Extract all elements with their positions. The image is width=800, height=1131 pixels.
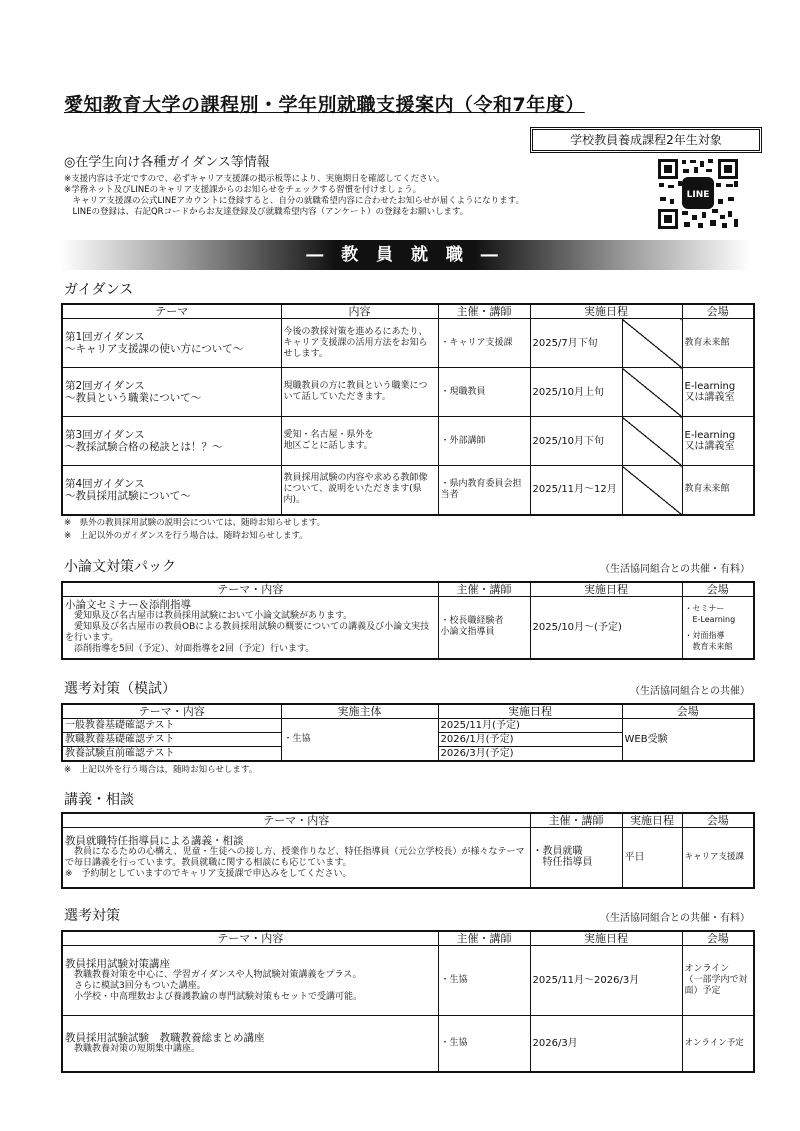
- header-note: LINEの登録は、右記QRコードからお友達登録及び就職希望内容（アンケート）の登録をお願いします。: [64, 207, 469, 217]
- guidance-date: 2025/11月～12月: [530, 466, 622, 515]
- empty-cell: [622, 368, 682, 417]
- guidance-date: 2025/10月下旬: [530, 417, 622, 466]
- guidance-theme: 第4回ガイダンス ～教員採用試験について～: [62, 466, 281, 515]
- guidance-venue: 教育未来館: [682, 466, 754, 515]
- selection-title: 教員採用試験試験 教職教養総まとめ講座: [65, 1031, 265, 1044]
- col-header: 主催・講師: [438, 582, 530, 597]
- selection-line: 教職教養対策の短期集中講座。: [65, 1043, 201, 1054]
- col-header: 実施日程: [530, 304, 682, 319]
- line-qr-code[interactable]: [656, 157, 740, 231]
- guidance-date: 2025/10月上旬: [530, 368, 622, 417]
- lecture-table: [61, 812, 755, 889]
- col-header: 主催・講師: [438, 931, 530, 946]
- essay-line: 愛知県及び名古屋市の教員OBによる教員採用試験の概要についての講義及び小論文実技を行います。: [65, 622, 430, 644]
- essay-line: 愛知県及び名古屋市は教員採用試験において小論文試験があります。: [65, 611, 353, 622]
- col-header: 内容: [281, 304, 438, 319]
- essay-host: ・校長職経験者 小論文指導員: [438, 597, 530, 659]
- col-header: 主催・講師: [438, 304, 530, 319]
- table-row: [62, 946, 754, 1016]
- header-note: キャリア支援課の公式LINEアカウントに登録すると、自分の就職希望内容に合わせたお知らせが届くようになります。: [64, 196, 524, 206]
- mock-date: 2026/1月(予定): [438, 733, 622, 747]
- col-header: 実施日程: [530, 931, 682, 946]
- table-row: [62, 1016, 754, 1072]
- teacher-employment-banner: ― 教 員 就 職 ―: [60, 240, 750, 270]
- mock-venue: WEB受験: [622, 719, 754, 762]
- col-header: 会場: [682, 931, 754, 946]
- header-note: ※支援内容は予定ですので、必ずキャリア支援課の掲示板等により、実施期日を確認してください。: [64, 174, 445, 184]
- empty-cell: [622, 417, 682, 466]
- essay-section-note: （生活協同組合との共催・有料）: [600, 564, 750, 575]
- table-row: [62, 417, 754, 466]
- guidance-venue: E-learning 又は講義室: [682, 368, 754, 417]
- guidance-host: ・県内教育委員会担当者: [438, 466, 530, 515]
- guidance-footnote: ※ 県外の教員採用試験の説明会については、随時お知らせします。: [64, 518, 326, 528]
- col-header: 会場: [682, 582, 754, 597]
- col-header: 会場: [682, 304, 754, 319]
- col-header: 会場: [682, 813, 754, 828]
- mock-theme: 一般教養基礎確認テスト: [62, 719, 281, 733]
- essay-venue: ・セミナー E-Learning: [684, 603, 736, 624]
- mock-host: ・生協: [281, 719, 438, 762]
- mock-theme: 教養試験直前確認テスト: [62, 747, 281, 762]
- guidance-venue: 教育未来館: [682, 319, 754, 368]
- essay-venue-cell: [682, 597, 754, 659]
- essay-date: 2025/10月～(予定): [530, 597, 682, 659]
- guidance-host: ・現職教員: [438, 368, 530, 417]
- lecture-title: 教員就職特任指導員による講義・相談: [65, 834, 244, 847]
- table-row: [62, 466, 754, 515]
- audience-badge: 学校教員養成課程2年生対象: [530, 127, 762, 153]
- selection-line: 教職教養対策を中心に、学習ガイダンスや人物試験対策講義をプラス。: [65, 970, 362, 980]
- guidance-theme: 第3回ガイダンス ～教採試験合格の秘訣とは！？～: [62, 417, 281, 466]
- guidance-theme: 第2回ガイダンス ～教員という職業について～: [62, 368, 281, 417]
- mock-footnote: ※ 上記以外を行う場合は，随時お知らせします。: [64, 765, 258, 775]
- guidance-content: 教員採用試験の内容や求める教師像について、説明をいただきます(県内)。: [281, 466, 438, 515]
- lecture-host: ・教員就職 特任指導員: [530, 828, 622, 888]
- col-header: 実施日程: [530, 582, 682, 597]
- essay-section-title: 小論文対策パック: [64, 559, 176, 575]
- table-row: [62, 597, 754, 659]
- col-header: 実施日程: [622, 813, 682, 828]
- col-header: テーマ・内容: [62, 704, 281, 719]
- guidance-host: ・外部講師: [438, 417, 530, 466]
- selection-line: 小学校・中高理数および養護教諭の専門試験対策もセットで受講可能。: [65, 992, 363, 1002]
- selection-section-title: 選考対策: [64, 908, 120, 924]
- guidance-content: 愛知・名古屋・県外を 地区ごとに話します。: [281, 417, 438, 466]
- selection-host: ・生協: [438, 946, 530, 1016]
- selection-table: [61, 930, 755, 1073]
- lecture-line: 教員になるための心構え、児童・生徒への接し方、授業作りなど、特任指導員（元公立学校長）が様々なテーマで毎日講義を行っています。教員就職に関する相談にも応じています。: [65, 846, 525, 868]
- mock-date: 2026/3月(予定): [438, 747, 622, 762]
- table-row: [62, 368, 754, 417]
- essay-line: 添削指導を5回（予定）、対面指導を2回（予定）行います。: [65, 644, 315, 655]
- guidance-theme: 第1回ガイダンス ～キャリア支援課の使い方について～: [62, 319, 281, 368]
- lecture-content-cell: [62, 828, 530, 888]
- guidance-venue: E-learning 又は講義室: [682, 417, 754, 466]
- selection-date: 2026/3月: [530, 1016, 682, 1072]
- essay-title: 小論文セミナー＆添削指導: [65, 599, 191, 612]
- mock-section-title: 選考対策（模試）: [64, 681, 176, 697]
- guidance-table: [61, 303, 755, 516]
- essay-content-cell: [62, 597, 438, 659]
- lecture-date: 平日: [622, 828, 682, 888]
- selection-title: 教員採用試験対策講座: [65, 958, 170, 970]
- table-row: [62, 719, 754, 733]
- guidance-footnote: ※ 上記以外のガイダンスを行う場合は、随時お知らせします。: [64, 531, 308, 541]
- selection-venue: オンライン予定: [682, 1016, 754, 1072]
- selection-line: さらに模試3回分もついた講座。: [65, 981, 206, 991]
- selection-host: ・生協: [438, 1016, 530, 1072]
- col-header: テーマ・内容: [62, 813, 530, 828]
- table-row: [62, 828, 754, 888]
- selection-venue: オンライン （一部学内で対面）予定: [682, 946, 754, 1016]
- empty-cell: [622, 319, 682, 368]
- lecture-venue: キャリア支援課: [682, 828, 754, 888]
- document-title: 愛知教育大学の課程別・学年別就職支援案内（令和7年度）: [64, 94, 585, 116]
- lecture-section-title: 講義・相談: [64, 792, 134, 808]
- col-header: テーマ: [62, 304, 281, 319]
- mock-section-note: （生活協同組合との共催）: [630, 686, 750, 697]
- mock-date: 2025/11月(予定): [438, 719, 622, 733]
- mock-theme: 教職教養基礎確認テスト: [62, 733, 281, 747]
- col-header: テーマ・内容: [62, 582, 438, 597]
- qr-label: LINE: [686, 190, 710, 200]
- col-header: 実施日程: [438, 704, 622, 719]
- guidance-content: 今後の教採対策を進めるにあたり、キャリア支援課の活用方法をお知らせします。: [281, 319, 438, 368]
- table-row: [62, 319, 754, 368]
- guidance-section-title: ガイダンス: [64, 282, 134, 298]
- col-header: テーマ・内容: [62, 931, 438, 946]
- col-header: 実施主体: [281, 704, 438, 719]
- selection-content-cell: [62, 946, 438, 1016]
- header-note: ※学務ネット及びLINEのキャリア支援課からのお知らせをチェックする習慣を付けましょう。: [64, 185, 422, 195]
- essay-venue: ・対面指導 教育未来館: [684, 630, 733, 651]
- empty-cell: [622, 466, 682, 515]
- col-header: 会場: [622, 704, 754, 719]
- essay-table: [61, 581, 755, 660]
- guidance-content: 現職教員の方に教員という職業について話していただきます。: [281, 368, 438, 417]
- col-header: 主催・講師: [530, 813, 622, 828]
- selection-content-cell: [62, 1016, 438, 1072]
- lecture-line: ※ 予約制としていますのでキャリア支援課で申込みをしてください。: [65, 868, 352, 879]
- guidance-info-heading: ◎在学生向け各種ガイダンス等情報: [64, 155, 270, 170]
- mock-table: [61, 703, 755, 762]
- guidance-host: ・キャリア支援課: [438, 319, 530, 368]
- selection-section-note: （生活協同組合との共催・有料）: [600, 913, 750, 924]
- selection-date: 2025/11月～2026/3月: [530, 946, 682, 1016]
- guidance-date: 2025/7月下旬: [530, 319, 622, 368]
